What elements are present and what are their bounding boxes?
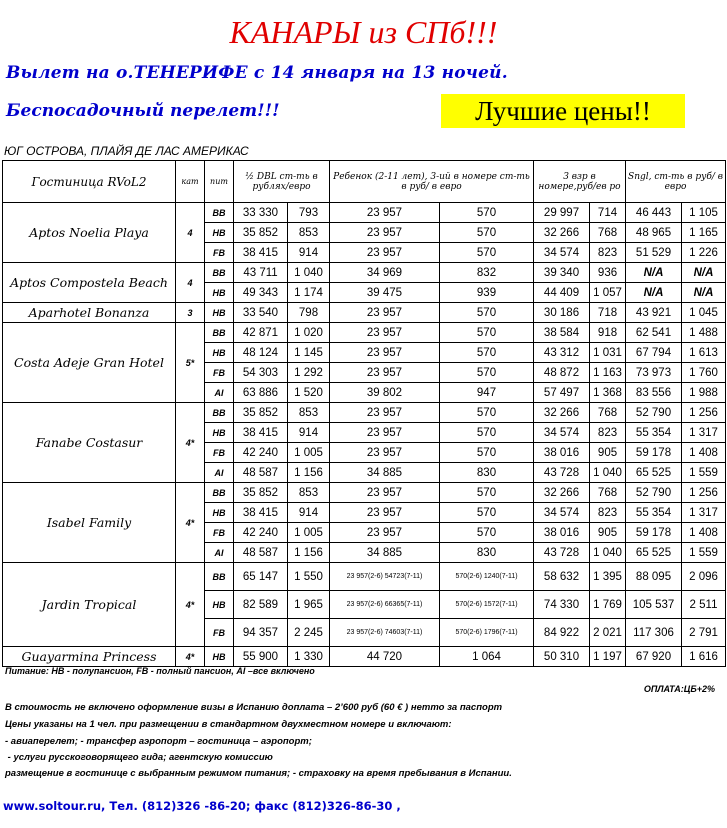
price-child-eur: 832 <box>440 263 534 283</box>
price-sngl-eur: 1 559 <box>682 463 726 483</box>
price-third-eur: 2 021 <box>590 619 626 647</box>
price-dbl-rub: 42 240 <box>234 443 288 463</box>
price-third-rub: 43 728 <box>534 543 590 563</box>
price-dbl-rub: 63 886 <box>234 383 288 403</box>
price-third-rub: 44 409 <box>534 283 590 303</box>
price-third-rub: 74 330 <box>534 591 590 619</box>
price-dbl-rub: 42 240 <box>234 523 288 543</box>
price-child-eur: 570 <box>440 303 534 323</box>
price-sngl-eur: 2 096 <box>682 563 726 591</box>
meal-plan: FB <box>205 523 234 543</box>
hotel-category: 4* <box>176 403 205 483</box>
hotel-name: Aptos Compostela Beach <box>3 263 176 303</box>
price-child-eur: 570 <box>440 363 534 383</box>
price-dbl-eur: 853 <box>288 223 330 243</box>
payment-note: ОПЛАТА:ЦБ+2% <box>643 684 715 694</box>
price-third-rub: 32 266 <box>534 483 590 503</box>
header-hotel: Гостиница RVoL2 <box>3 161 176 203</box>
hotel-name: Guayarmina Princess <box>3 647 176 667</box>
price-third-eur: 1 395 <box>590 563 626 591</box>
meal-plan: HB <box>205 423 234 443</box>
price-child-eur: 570 <box>440 443 534 463</box>
price-dbl-eur: 1 005 <box>288 443 330 463</box>
price-sngl-eur: 1 105 <box>682 203 726 223</box>
price-third-rub: 38 016 <box>534 443 590 463</box>
hotel-name: Costa Adeje Gran Hotel <box>3 323 176 403</box>
price-dbl-eur: 1 005 <box>288 523 330 543</box>
price-third-rub: 43 728 <box>534 463 590 483</box>
price-dbl-eur: 793 <box>288 203 330 223</box>
hotel-category: 4 <box>176 203 205 263</box>
price-third-eur: 823 <box>590 423 626 443</box>
price-dbl-rub: 48 124 <box>234 343 288 363</box>
price-third-rub: 50 310 <box>534 647 590 667</box>
price-sngl-eur: 1 226 <box>682 243 726 263</box>
price-third-rub: 84 922 <box>534 619 590 647</box>
price-sngl-rub: 59 178 <box>626 523 682 543</box>
meal-plan: BB <box>205 563 234 591</box>
meal-plan: FB <box>205 243 234 263</box>
price-child-rub: 23 957(2-6) 54723(7-11) <box>330 563 440 591</box>
price-dbl-eur: 1 156 <box>288 463 330 483</box>
price-child-eur: 830 <box>440 543 534 563</box>
price-child-rub: 23 957 <box>330 243 440 263</box>
price-child-eur: 570 <box>440 323 534 343</box>
price-third-eur: 1 163 <box>590 363 626 383</box>
meal-plan: BB <box>205 483 234 503</box>
hotel-category: 4* <box>176 483 205 563</box>
price-child-rub: 23 957 <box>330 483 440 503</box>
hotel-category: 4* <box>176 647 205 667</box>
price-third-rub: 43 312 <box>534 343 590 363</box>
price-child-eur: 570 <box>440 503 534 523</box>
price-sngl-eur: 1 988 <box>682 383 726 403</box>
price-sngl-eur: 1 045 <box>682 303 726 323</box>
price-sngl-rub: 105 537 <box>626 591 682 619</box>
hotel-name: Isabel Family <box>3 483 176 563</box>
price-sngl-rub: 52 790 <box>626 483 682 503</box>
price-dbl-eur: 914 <box>288 503 330 523</box>
price-sngl-eur: 1 408 <box>682 443 726 463</box>
meal-plan: BB <box>205 263 234 283</box>
price-child-rub: 23 957 <box>330 363 440 383</box>
price-child-eur: 570 <box>440 243 534 263</box>
meal-plan: BB <box>205 403 234 423</box>
price-dbl-eur: 914 <box>288 423 330 443</box>
price-third-eur: 1 368 <box>590 383 626 403</box>
price-third-rub: 38 016 <box>534 523 590 543</box>
price-child-rub: 34 885 <box>330 543 440 563</box>
price-sngl-rub: 59 178 <box>626 443 682 463</box>
price-sngl-rub: N/A <box>626 283 682 303</box>
meal-plan: FB <box>205 619 234 647</box>
price-sngl-eur: 1 256 <box>682 403 726 423</box>
meal-plan: BB <box>205 323 234 343</box>
price-child-eur: 570 <box>440 423 534 443</box>
price-third-eur: 905 <box>590 523 626 543</box>
header-third-adult: 3 взр в номере,руб/ев ро <box>534 161 626 203</box>
price-dbl-rub: 33 330 <box>234 203 288 223</box>
price-child-rub: 23 957 <box>330 443 440 463</box>
price-third-eur: 768 <box>590 223 626 243</box>
price-sngl-rub: 73 973 <box>626 363 682 383</box>
price-child-eur: 939 <box>440 283 534 303</box>
price-third-rub: 32 266 <box>534 403 590 423</box>
price-sngl-eur: 1 760 <box>682 363 726 383</box>
table-row <box>3 563 726 591</box>
price-child-rub: 23 957 <box>330 403 440 423</box>
price-child-rub: 23 957 <box>330 223 440 243</box>
meal-plan: FB <box>205 363 234 383</box>
price-third-eur: 936 <box>590 263 626 283</box>
meal-plan: HB <box>205 647 234 667</box>
table-row <box>3 647 726 667</box>
price-child-eur: 570 <box>440 483 534 503</box>
price-dbl-rub: 35 852 <box>234 483 288 503</box>
price-third-eur: 918 <box>590 323 626 343</box>
price-third-eur: 1 769 <box>590 591 626 619</box>
header-category: кат <box>176 161 205 203</box>
price-dbl-eur: 1 156 <box>288 543 330 563</box>
price-sngl-eur: 1 165 <box>682 223 726 243</box>
header-sngl: Sngl, ст-ть в руб/ в евро <box>626 161 726 203</box>
price-sngl-eur: 2 511 <box>682 591 726 619</box>
price-dbl-eur: 1 520 <box>288 383 330 403</box>
price-sngl-rub: 65 525 <box>626 463 682 483</box>
meal-plan: FB <box>205 443 234 463</box>
meal-plan: AI <box>205 463 234 483</box>
price-table <box>2 160 726 667</box>
price-third-rub: 30 186 <box>534 303 590 323</box>
hotel-category: 4 <box>176 263 205 303</box>
meal-plan: AI <box>205 383 234 403</box>
includes-line-1: - авиаперелет; - трансфер аэропорт – гостиница – аэропорт; <box>5 736 312 747</box>
price-dbl-eur: 1 292 <box>288 363 330 383</box>
price-dbl-rub: 38 415 <box>234 503 288 523</box>
price-sngl-eur: 1 559 <box>682 543 726 563</box>
price-child-eur: 570(2-6) 1240(7-11) <box>440 563 534 591</box>
price-child-eur: 570(2-6) 1572(7-11) <box>440 591 534 619</box>
price-dbl-rub: 54 303 <box>234 363 288 383</box>
price-third-rub: 34 574 <box>534 423 590 443</box>
price-child-rub: 34 969 <box>330 263 440 283</box>
meal-plan: BB <box>205 203 234 223</box>
price-sngl-eur: N/A <box>682 283 726 303</box>
price-sngl-rub: 43 921 <box>626 303 682 323</box>
nonstop-info: Беспосадочный перелет!!! <box>6 101 280 121</box>
includes-line-3: размещение в гостинице с выбранным режимом питания; - страховку на время пребывания в Испании. <box>5 768 512 779</box>
price-sngl-eur: 1 317 <box>682 503 726 523</box>
price-dbl-eur: 914 <box>288 243 330 263</box>
price-third-eur: 1 197 <box>590 647 626 667</box>
price-sngl-rub: 48 965 <box>626 223 682 243</box>
price-child-rub: 44 720 <box>330 647 440 667</box>
price-third-rub: 32 266 <box>534 223 590 243</box>
hotel-name: Aptos Noelia Playa <box>3 203 176 263</box>
price-third-eur: 768 <box>590 403 626 423</box>
price-dbl-rub: 82 589 <box>234 591 288 619</box>
hotel-category: 3 <box>176 303 205 323</box>
price-dbl-rub: 48 587 <box>234 463 288 483</box>
price-third-rub: 57 497 <box>534 383 590 403</box>
price-child-rub: 23 957(2-6) 66365(7-11) <box>330 591 440 619</box>
meal-plan: HB <box>205 503 234 523</box>
price-dbl-rub: 43 711 <box>234 263 288 283</box>
meal-plan: HB <box>205 223 234 243</box>
header-child: Ребенок (2-11 лет), 3-ий в номере ст-ть в руб/ в евро <box>330 161 534 203</box>
price-sngl-rub: 62 541 <box>626 323 682 343</box>
price-sngl-rub: 88 095 <box>626 563 682 591</box>
price-child-rub: 23 957 <box>330 323 440 343</box>
price-table-body <box>3 203 726 667</box>
price-child-eur: 947 <box>440 383 534 403</box>
hotel-category: 4* <box>176 563 205 647</box>
price-third-eur: 823 <box>590 503 626 523</box>
price-child-rub: 23 957 <box>330 423 440 443</box>
page-title: КАНАРЫ из СПб!!! <box>229 14 498 50</box>
price-third-eur: 905 <box>590 443 626 463</box>
meal-plan: AI <box>205 543 234 563</box>
price-sngl-eur: 1 317 <box>682 423 726 443</box>
price-sngl-rub: 55 354 <box>626 423 682 443</box>
price-third-eur: 1 040 <box>590 543 626 563</box>
price-child-rub: 39 475 <box>330 283 440 303</box>
region-label: ЮГ ОСТРОВА, ПЛАЙЯ ДЕ ЛАС АМЕРИКАС <box>4 144 249 158</box>
header-meal: пит <box>205 161 234 203</box>
price-child-rub: 23 957 <box>330 503 440 523</box>
price-sngl-rub: 83 556 <box>626 383 682 403</box>
price-dbl-rub: 65 147 <box>234 563 288 591</box>
price-sngl-rub: 67 794 <box>626 343 682 363</box>
meal-legend: Питание: HB - полупансион, FB - полный пансион, AI –все включено <box>5 666 315 676</box>
price-sngl-rub: 52 790 <box>626 403 682 423</box>
price-sngl-rub: 67 920 <box>626 647 682 667</box>
price-child-rub: 34 885 <box>330 463 440 483</box>
table-row <box>3 303 726 323</box>
price-sngl-eur: 1 616 <box>682 647 726 667</box>
price-sngl-eur: 1 408 <box>682 523 726 543</box>
price-dbl-rub: 48 587 <box>234 543 288 563</box>
hotel-name: Fanabe Costasur <box>3 403 176 483</box>
price-third-rub: 39 340 <box>534 263 590 283</box>
price-sngl-rub: 65 525 <box>626 543 682 563</box>
price-dbl-rub: 94 357 <box>234 619 288 647</box>
table-row <box>3 403 726 423</box>
price-third-rub: 34 574 <box>534 503 590 523</box>
price-dbl-rub: 35 852 <box>234 403 288 423</box>
price-dbl-eur: 1 174 <box>288 283 330 303</box>
price-third-eur: 714 <box>590 203 626 223</box>
price-sngl-eur: 1 613 <box>682 343 726 363</box>
table-row <box>3 323 726 343</box>
price-child-eur: 570(2-6) 1796(7-11) <box>440 619 534 647</box>
price-child-rub: 23 957 <box>330 203 440 223</box>
price-third-eur: 823 <box>590 243 626 263</box>
price-third-rub: 48 872 <box>534 363 590 383</box>
price-dbl-eur: 853 <box>288 403 330 423</box>
price-child-rub: 23 957 <box>330 523 440 543</box>
price-third-rub: 29 997 <box>534 203 590 223</box>
price-dbl-rub: 33 540 <box>234 303 288 323</box>
price-third-rub: 58 632 <box>534 563 590 591</box>
price-third-eur: 1 057 <box>590 283 626 303</box>
price-dbl-eur: 1 040 <box>288 263 330 283</box>
hotel-name: Aparhotel Bonanza <box>3 303 176 323</box>
price-dbl-rub: 38 415 <box>234 423 288 443</box>
price-child-eur: 570 <box>440 203 534 223</box>
includes-line-2: - услуги русскоговорящего гида; агентскую комиссию <box>5 752 273 763</box>
price-sngl-eur: 1 488 <box>682 323 726 343</box>
price-third-eur: 718 <box>590 303 626 323</box>
price-third-eur: 1 040 <box>590 463 626 483</box>
price-basis-note: Цены указаны на 1 чел. при размещении в стандартном двухместном номере и включают: <box>5 719 452 730</box>
price-dbl-eur: 853 <box>288 483 330 503</box>
table-row <box>3 203 726 223</box>
price-dbl-eur: 2 245 <box>288 619 330 647</box>
price-sngl-rub: N/A <box>626 263 682 283</box>
price-sngl-rub: 51 529 <box>626 243 682 263</box>
price-dbl-rub: 49 343 <box>234 283 288 303</box>
price-child-eur: 570 <box>440 523 534 543</box>
price-dbl-eur: 1 330 <box>288 647 330 667</box>
price-child-rub: 23 957(2-6) 74603(7-11) <box>330 619 440 647</box>
hotel-name: Jardin Tropical <box>3 563 176 647</box>
price-dbl-eur: 1 550 <box>288 563 330 591</box>
meal-plan: HB <box>205 303 234 323</box>
price-sngl-eur: 2 791 <box>682 619 726 647</box>
price-dbl-rub: 55 900 <box>234 647 288 667</box>
price-dbl-eur: 1 145 <box>288 343 330 363</box>
contact-footer: www.soltour.ru, Тел. (812)326 -86-20; факс (812)326-86-30 , <box>3 799 401 813</box>
table-header-row <box>3 161 726 203</box>
hotel-category: 5* <box>176 323 205 403</box>
price-child-rub: 23 957 <box>330 343 440 363</box>
price-third-eur: 1 031 <box>590 343 626 363</box>
meal-plan: HB <box>205 343 234 363</box>
table-row <box>3 263 726 283</box>
header-dbl: ½ DBL ст-ть в рублях/евро <box>234 161 330 203</box>
price-child-eur: 570 <box>440 403 534 423</box>
price-child-eur: 1 064 <box>440 647 534 667</box>
price-third-rub: 34 574 <box>534 243 590 263</box>
price-dbl-eur: 1 020 <box>288 323 330 343</box>
price-sngl-eur: 1 256 <box>682 483 726 503</box>
price-dbl-rub: 42 871 <box>234 323 288 343</box>
flight-info: Вылет на о.ТЕНЕРИФЕ с 14 января на 13 ночей. <box>6 63 508 83</box>
price-sngl-rub: 117 306 <box>626 619 682 647</box>
price-child-eur: 570 <box>440 343 534 363</box>
price-child-rub: 39 802 <box>330 383 440 403</box>
visa-note: В стоимость не включено оформление визы в Испанию доплата – 2’600 руб (60 € ) нетто за паспорт <box>5 702 503 713</box>
meal-plan: HB <box>205 591 234 619</box>
price-dbl-eur: 1 965 <box>288 591 330 619</box>
meal-plan: HB <box>205 283 234 303</box>
table-row <box>3 483 726 503</box>
price-sngl-eur: N/A <box>682 263 726 283</box>
price-child-eur: 570 <box>440 223 534 243</box>
price-sngl-rub: 46 443 <box>626 203 682 223</box>
price-child-rub: 23 957 <box>330 303 440 323</box>
price-dbl-eur: 798 <box>288 303 330 323</box>
price-third-rub: 38 584 <box>534 323 590 343</box>
price-child-eur: 830 <box>440 463 534 483</box>
price-sngl-rub: 55 354 <box>626 503 682 523</box>
price-dbl-rub: 38 415 <box>234 243 288 263</box>
price-dbl-rub: 35 852 <box>234 223 288 243</box>
best-prices-banner: Лучшие цены!! <box>441 94 685 128</box>
price-third-eur: 768 <box>590 483 626 503</box>
